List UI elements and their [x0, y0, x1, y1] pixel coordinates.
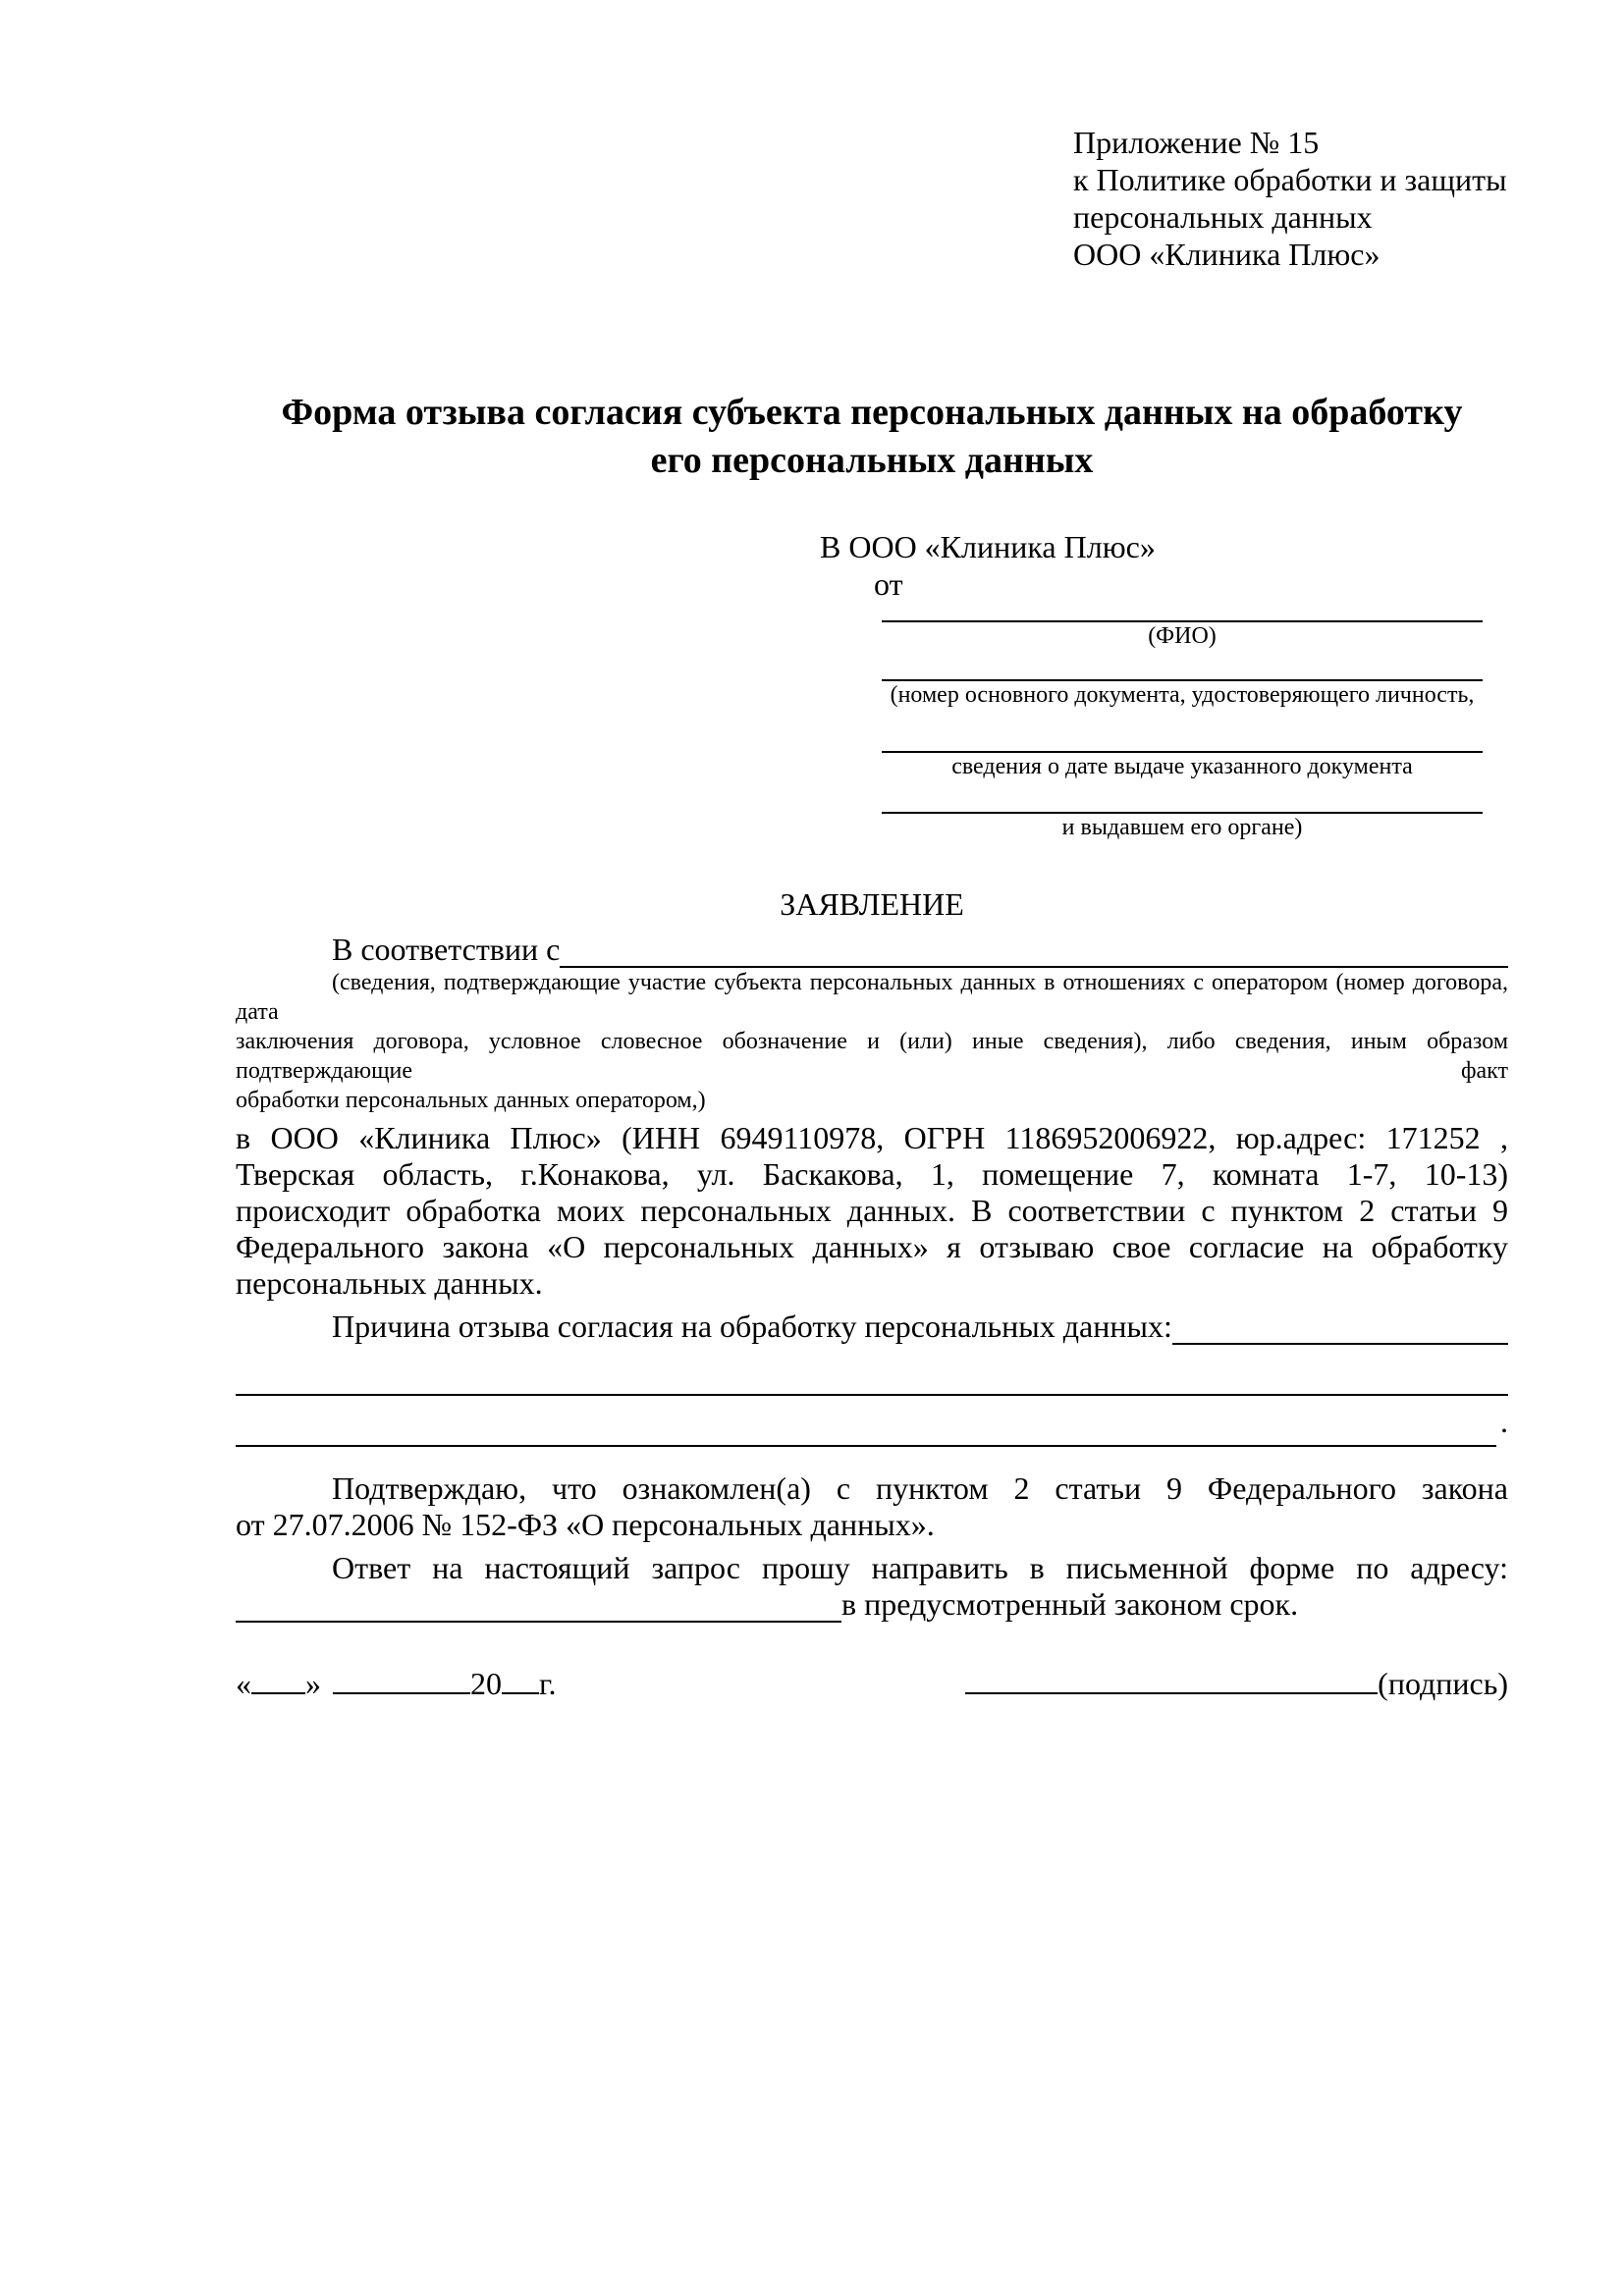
- document-number-caption: (номер основного документа, удостоверяющего личность,: [890, 682, 1475, 708]
- statement-body: [236, 1120, 1508, 1302]
- document-title: [236, 389, 1508, 485]
- intro-note-line: заключения договора, условное словесное обозначение и (или) иные сведения), либо сведения, иным образом подтверждающие факт: [236, 1029, 1508, 1084]
- reply-address-blank-line: [236, 1586, 841, 1623]
- recipient-from-label: от: [874, 566, 903, 602]
- document-title-line: Форма отзыва согласия субъекта персональных данных на обработку: [281, 392, 1463, 433]
- statement-body-line: персональных данных.: [236, 1265, 543, 1301]
- date-year-blank: [502, 1663, 539, 1694]
- document-title-line: его персональных данных: [650, 440, 1094, 481]
- statement-heading: ЗАЯВЛЕНИЕ: [780, 886, 964, 922]
- reason-label: Причина отзыва согласия на обработку персональных данных:: [332, 1308, 1172, 1344]
- document-number-blank-line: [882, 650, 1483, 681]
- appendix-header-line: ООО «Клиника Плюс»: [1073, 237, 1380, 272]
- reason-period: .: [1500, 1404, 1508, 1439]
- intro-note-line: (сведения, подтверждающие участие субъекта персональных данных в отношениях с оператором (номер договора, дата: [236, 970, 1508, 1025]
- confirmation-line: Подтверждаю, что ознакомлен(а) с пунктом 2 статьи 9 Федерального закона: [332, 1470, 1508, 1506]
- signature-field: [965, 1663, 1508, 1702]
- appendix-header: [1073, 124, 1508, 273]
- issuing-authority-caption: и выдавшем его органе): [1061, 815, 1303, 840]
- reason-blank-line-3-rule: [236, 1396, 1496, 1447]
- signature-blank-line: [965, 1663, 1378, 1694]
- statement-body-line: происходит обработка моих персональных данных. В соответствии с пунктом 2 статьи 9: [236, 1193, 1508, 1228]
- intro-blank-line: [560, 931, 1508, 968]
- issuing-authority-blank-line: [882, 780, 1483, 814]
- fio-blank-line: [882, 603, 1483, 622]
- recipient-block: [236, 528, 1508, 841]
- statement-body-line: Тверская область, г.Конакова, ул. Баскакова, 1, помещение 7, комната 1-7, 10-13): [236, 1156, 1508, 1192]
- reply-paragraph: [236, 1550, 1508, 1623]
- confirmation-paragraph: [236, 1470, 1508, 1543]
- reason-blank-line-2: [236, 1345, 1508, 1396]
- reply-prefix: Ответ на настоящий запрос прошу направить в письменной форме по адресу:: [332, 1550, 1508, 1585]
- intro-prefix: В соответствии с: [332, 932, 561, 967]
- signature-caption: (подпись): [1378, 1666, 1508, 1701]
- date-quote-open: «: [236, 1666, 251, 1701]
- confirmation-line: от 27.07.2006 № 152-ФЗ «О персональных данных».: [236, 1507, 935, 1542]
- date-year-prefix: 20: [470, 1666, 502, 1701]
- date-month-blank: [333, 1663, 470, 1694]
- appendix-header-line: персональных данных: [1073, 199, 1373, 235]
- fio-caption: (ФИО): [1148, 623, 1217, 649]
- intro-line: [236, 931, 1508, 968]
- intro-note: [236, 968, 1508, 1115]
- reason-line: [236, 1308, 1508, 1345]
- reason-blank-line: [1172, 1308, 1508, 1345]
- reason-blank-line-3: [236, 1396, 1508, 1447]
- issue-date-blank-line: [882, 709, 1483, 753]
- appendix-header-line: Приложение № 15: [1073, 125, 1320, 160]
- date-signature-row: [236, 1663, 1508, 1702]
- issue-date-caption: сведения о дате выдаче указанного документа: [951, 754, 1413, 779]
- recipient-to: В ООО «Клиника Плюс»: [820, 529, 1156, 564]
- appendix-header-line: к Политике обработки и защиты: [1073, 162, 1507, 197]
- date-field: [236, 1663, 557, 1702]
- statement-body-line: в ООО «Клиника Плюс» (ИНН 6949110978, ОГРН 1186952006922, юр.адрес: 171252 ,: [236, 1120, 1508, 1155]
- intro-note-line: обработки персональных данных оператором,): [236, 1088, 706, 1113]
- date-year-suffix: г.: [539, 1666, 557, 1701]
- statement-body-line: Федерального закона «О персональных данных» я отзываю свое согласие на обработку: [236, 1229, 1508, 1264]
- field-fio: [882, 603, 1483, 841]
- date-quote-close: »: [305, 1666, 321, 1701]
- date-day-blank: [251, 1663, 305, 1694]
- reply-suffix: в предусмотренный законом срок.: [841, 1586, 1299, 1622]
- reply-address-row: [236, 1586, 1508, 1623]
